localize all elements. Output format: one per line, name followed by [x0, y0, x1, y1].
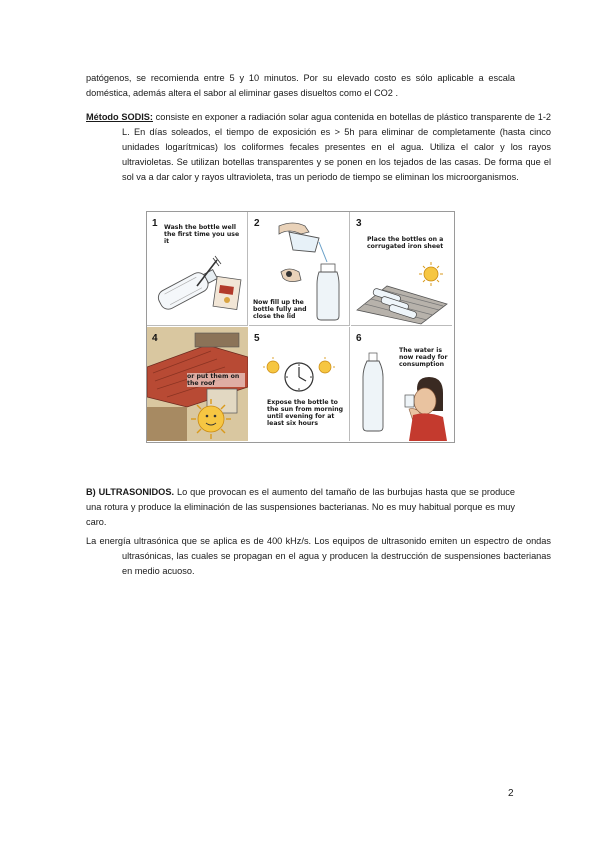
panel-caption: or put them on the roof: [187, 373, 245, 387]
sodis-heading: Método SODIS:: [86, 112, 153, 122]
panel-number: 2: [254, 218, 260, 229]
filling-bottle-icon: [249, 212, 350, 326]
bottles-on-iron-sheet-icon: [351, 212, 452, 326]
panel-2: [249, 212, 350, 326]
panel-number: 3: [356, 218, 362, 229]
panel-caption: Now fill up the bottle fully and close the lid: [253, 299, 307, 320]
paragraph-sodis: [86, 110, 551, 185]
panel-1: [147, 212, 248, 326]
ultrasonidos-heading: B) ULTRASONIDOS.: [86, 487, 175, 497]
panel-number: 6: [356, 333, 362, 344]
soap-packet-icon: [213, 276, 241, 309]
ultrasonidos-text: Lo que provocan es el aumento del tamaño de las burbujas hasta que se produce una rotura y produce la eliminación de las suspensiones bacterianas. No es muy habitual porque es muy caro.: [86, 487, 515, 527]
panel-number: 1: [152, 218, 158, 229]
paragraph-energia-ultrasonica: La energía ultrasónica que se aplica es de 400 kHz/s. Los equipos de ultrasonido emiten un espectro de ondas ultrasónicas, las cuales se propagan en el agua y producen la destrucción de suspensiones bacterianas en medio acuoso.: [86, 536, 551, 576]
panel-number: 5: [254, 333, 260, 344]
sun-clock-icon: [249, 327, 350, 441]
paragraph-patogenos: patógenos, se recomienda entre 5 y 10 minutos. Por su elevado costo es sólo aplicable a escala doméstica, además altera el sabor al eliminar gases disueltos como el CO2 .: [86, 73, 515, 98]
sodis-illustration: [146, 211, 455, 443]
sodis-text: consiste en exponer a radiación solar agua contenida en botellas de plástico transparente de 1-2 L. En días soleados, el tiempo de exposición es > 5h para eliminar de completamente (hasta cinco unidades logarítmicas) los coliformes fecales presentes en el agua. Utiliza el calor y los rayos ultravioletas. Se utilizan botellas transparentes y se ponen en los tejados de las casas. De forma que el sol va a dar calor y rayos ultravioleta, tras un periodo de tiempo se eliminan los microorganismos.: [122, 112, 551, 182]
panel-number: 4: [152, 333, 158, 344]
panel-caption: Wash the bottle well the first time you use it: [164, 224, 240, 245]
panel-6: [351, 327, 452, 441]
panel-4: [147, 327, 248, 441]
drinking-person-icon: [351, 327, 452, 441]
washing-bottle-icon: [147, 212, 248, 326]
panel-5: [249, 327, 350, 441]
panel-caption: The water is now ready for consumption: [399, 347, 448, 368]
panel-3: [351, 212, 452, 326]
sun-icon: [419, 262, 443, 286]
paragraph-ultrasonidos: [86, 485, 515, 530]
panel-caption: Expose the bottle to the sun from morning until evening for at least six hours: [267, 399, 344, 427]
page-number: 2: [508, 788, 514, 799]
panel-caption: Place the bottles on a corrugated iron sheet: [367, 236, 444, 250]
